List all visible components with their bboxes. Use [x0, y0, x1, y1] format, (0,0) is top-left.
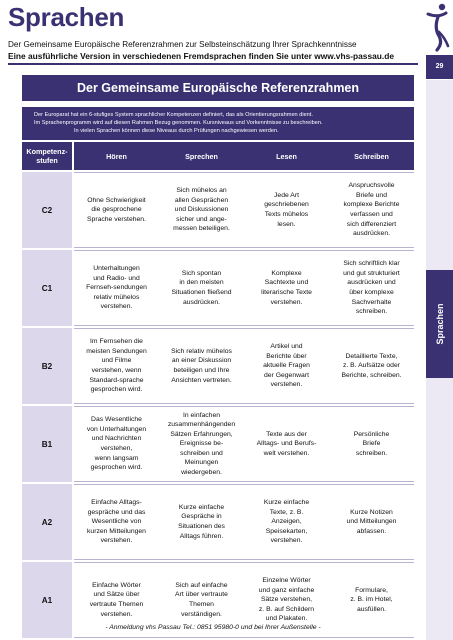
cell-sprechen: Sich auf einfache Art über vertraute Themen verständigen.: [175, 581, 228, 618]
table-row: [22, 172, 414, 248]
section-banner: Der Gemeinsame Europäische Referenzrahmen: [22, 75, 414, 101]
sidebar-tab-label: Sprachen: [434, 303, 445, 345]
table-row: [22, 328, 414, 404]
page-title: Sprachen: [8, 2, 125, 32]
cell-lesen: Kurze einfache Texte, z. B. Anzeigen, Speisekarten, verstehen.: [263, 499, 310, 545]
header-schreiben: Schreiben: [329, 142, 414, 170]
page-subtitle: Der Gemeinsame Europäische Referenzrahmen zur Selbsteinschätzung Ihrer Sprachkenntnisse: [8, 40, 357, 49]
cell-hoeren: Unterhaltungen und Radio- und Fernseh-sendungen relativ mühelos verstehen.: [86, 265, 147, 311]
page-number: 29: [426, 55, 453, 79]
cell-schreiben: Kurze Notizen und Mitteilungen abfassen.: [346, 508, 397, 535]
sidebar-tab-sprachen[interactable]: [426, 270, 453, 378]
header-divider: [8, 63, 418, 65]
cell-sprechen: Sich mühelos an allen Gesprächen und Diskussionen sicher und ange- messen beteiligen.: [173, 187, 230, 233]
header-lesen: Lesen: [244, 142, 329, 170]
header-hoeren: Hören: [74, 142, 159, 170]
table-row: [22, 406, 414, 482]
cell-lesen: Artikel und Berichte über aktuelle Fragen der Gegenwart verstehen.: [263, 343, 310, 389]
footer-contact: - Anmeldung vhs Passau Tel.: 0851 95980-0 und bei Ihrer Außenstelle -: [105, 624, 321, 631]
website-link-line[interactable]: Eine ausführliche Version in verschiedenen Fremdsprachen finden Sie unter www.vhs-passau.de: [8, 51, 394, 61]
intro-box: [22, 107, 414, 140]
level-cell: A1: [22, 562, 72, 638]
cell-hoeren: Das Wesentliche von Unterhaltungen und Nachrichten verstehen, wenn langsam gesprochen wird.: [86, 416, 147, 472]
cell-sprechen: In einfachen zusammenhängenden Sätzen Erfahrungen, Ereignisse be- schreiben und Meinungen wiedergeben.: [167, 411, 236, 476]
cell-schreiben: Persönliche Briefe schreiben.: [353, 430, 390, 457]
intro-line-2: Im Sprachenprogramm wird auf diesen Rahmen Bezug genommen. Kursniveaus und Vorkenntnisse zu beschreiben.: [34, 120, 323, 127]
cell-schreiben: Detaillierte Texte, z. B. Aufsätze oder Berichte, schreiben.: [341, 352, 402, 379]
intro-line-1: Der Europarat hat ein 6-stufiges System sprachlicher Kompetenzen definiert, das als Orientierungsrahmen dient.: [34, 112, 313, 118]
vhs-logo-icon: [424, 2, 450, 52]
table-row: [22, 250, 414, 326]
cell-lesen: Einzelne Wörter und ganz einfache Sätze verstehen, z. B. auf Schildern und Plakaten.: [258, 577, 315, 623]
cell-schreiben: Anspruchsvolle Briefe und komplexe Berichte verfassen und sich differenziert ausdrücken.: [343, 182, 400, 238]
cell-hoeren: Einfache Alltags- gespräche und das Wesentliche von kurzen Mitteilungen verstehen.: [87, 499, 146, 545]
cell-lesen: Jede Art geschriebenen Texts mühelos lesen.: [264, 191, 309, 228]
table-row: [22, 484, 414, 560]
level-cell: B2: [22, 328, 72, 404]
level-cell: A2: [22, 484, 72, 560]
cell-schreiben: Sich schriftlich klar und gut strukturiert ausdrücken und über komplexe Sachverhalte schreiben.: [343, 260, 400, 316]
cell-hoeren: Im Fernsehen die meisten Sendungen und Filme verstehen, wenn Standard-sprache gesprochen wird.: [86, 338, 147, 394]
cell-lesen: Texte aus der Alltags- und Berufs- welt verstehen.: [256, 430, 317, 457]
cell-sprechen: Kurze einfache Gespräche in Situationen des Alltags führen.: [178, 503, 225, 540]
intro-line-3: In vielen Sprachen können diese Niveaus durch Prüfungen nachgewiesen werden.: [74, 128, 279, 135]
header-sprechen: Sprechen: [159, 142, 244, 170]
cell-hoeren: Einfache Wörter und Sätze über vertraute Themen verstehen.: [89, 581, 144, 618]
header-level: Kompetenz- stufen: [22, 142, 72, 170]
level-cell: C2: [22, 172, 72, 248]
cell-schreiben: Formulare, z. B. im Hotel, ausfüllen.: [350, 586, 393, 613]
cell-lesen: Komplexe Sachtexte und literarische Texte verstehen.: [261, 269, 312, 306]
table-header-row: [22, 142, 414, 170]
level-cell: B1: [22, 406, 72, 482]
cell-hoeren: Ohne Schwierigkeit die gesprochene Sprache verstehen.: [87, 196, 146, 223]
cell-sprechen: Sich relativ mühelos an einer Diskussion beteiligen und Ihre Ansichten vertreten.: [171, 347, 232, 384]
cell-sprechen: Sich spontan in den meisten Situationen fließend ausdrücken.: [171, 269, 232, 306]
reference-table: [22, 142, 414, 638]
level-cell: C1: [22, 250, 72, 326]
